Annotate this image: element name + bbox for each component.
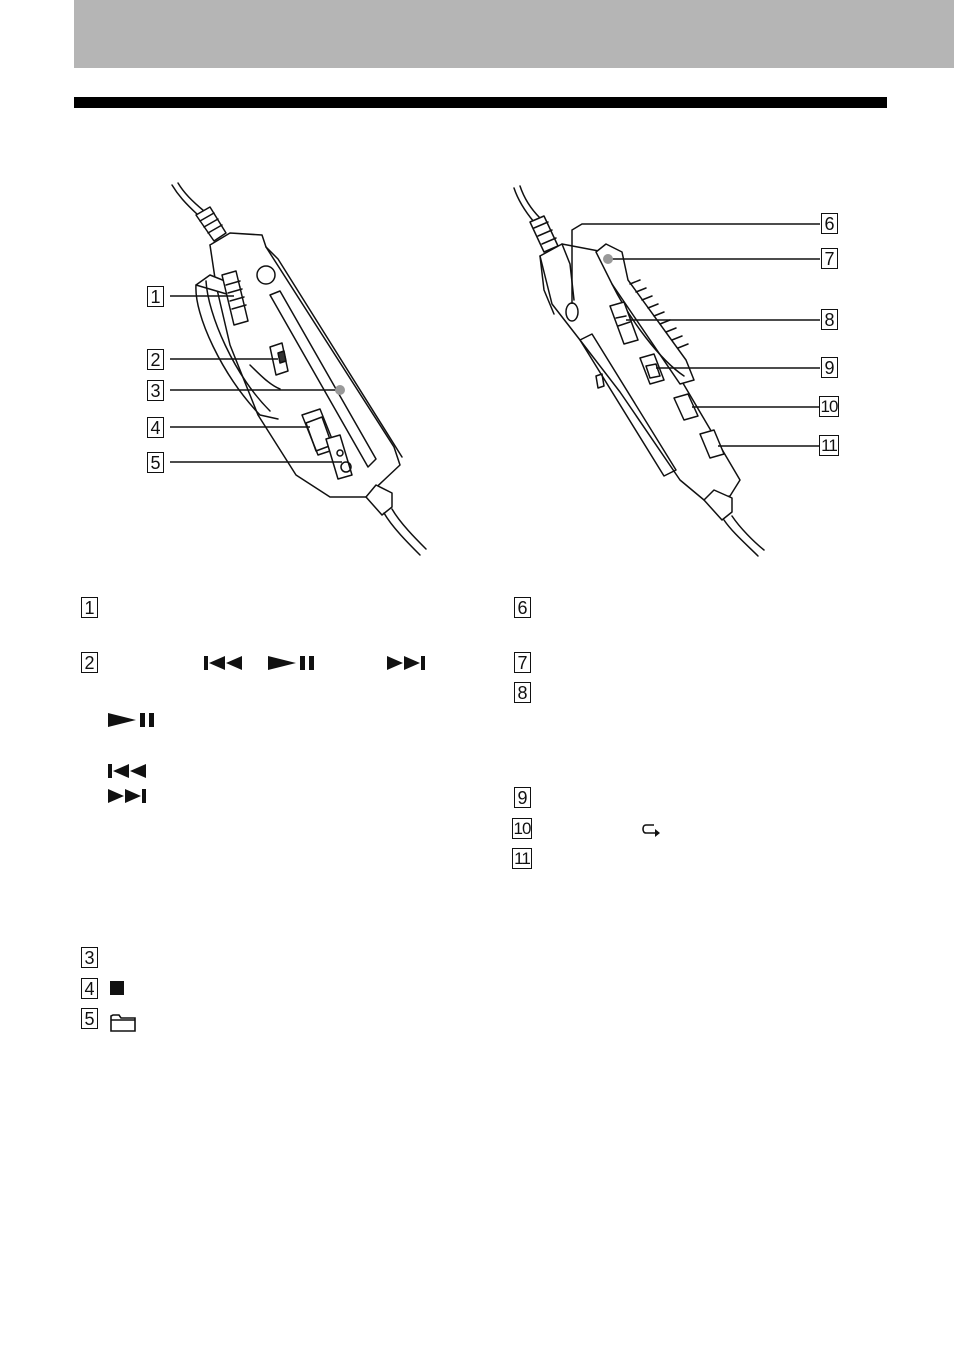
callout-number: 4 (147, 417, 164, 438)
play-pause-icon (268, 655, 318, 671)
skip-back-icon (108, 763, 148, 779)
callout-number: 5 (147, 452, 164, 473)
list-number: 7 (514, 652, 531, 673)
callout-number: 1 (147, 286, 164, 307)
callout-number: 6 (821, 213, 838, 234)
callout-number: 10 (820, 397, 838, 416)
list-number: 8 (514, 682, 531, 703)
callout-number: 9 (821, 357, 838, 378)
list-number: 3 (81, 947, 98, 968)
skip-forward-icon (387, 655, 427, 671)
remote-back-illustration (500, 180, 820, 565)
callout-number: 3 (147, 380, 164, 401)
list-number: 10 (513, 819, 531, 838)
list-number: 4 (81, 978, 98, 999)
skip-back-icon (204, 655, 244, 671)
header-band (74, 0, 954, 68)
list-number: 6 (514, 597, 531, 618)
callout-number: 2 (147, 349, 164, 370)
remote-front-illustration (130, 175, 450, 560)
list-number: 2 (81, 652, 98, 673)
repeat-icon (640, 823, 662, 839)
stop-square-icon (110, 981, 125, 996)
play-pause-icon (108, 712, 158, 728)
skip-forward-icon (108, 788, 148, 804)
list-number: 1 (81, 597, 98, 618)
callout-number: 8 (821, 309, 838, 330)
list-number: 11 (512, 848, 532, 869)
title-rule (74, 97, 887, 108)
callout-number: 7 (821, 248, 838, 269)
folder-icon (110, 1012, 136, 1032)
list-number: 9 (514, 787, 531, 808)
list-number: 5 (81, 1008, 98, 1029)
callout-number: 11 (819, 435, 839, 456)
